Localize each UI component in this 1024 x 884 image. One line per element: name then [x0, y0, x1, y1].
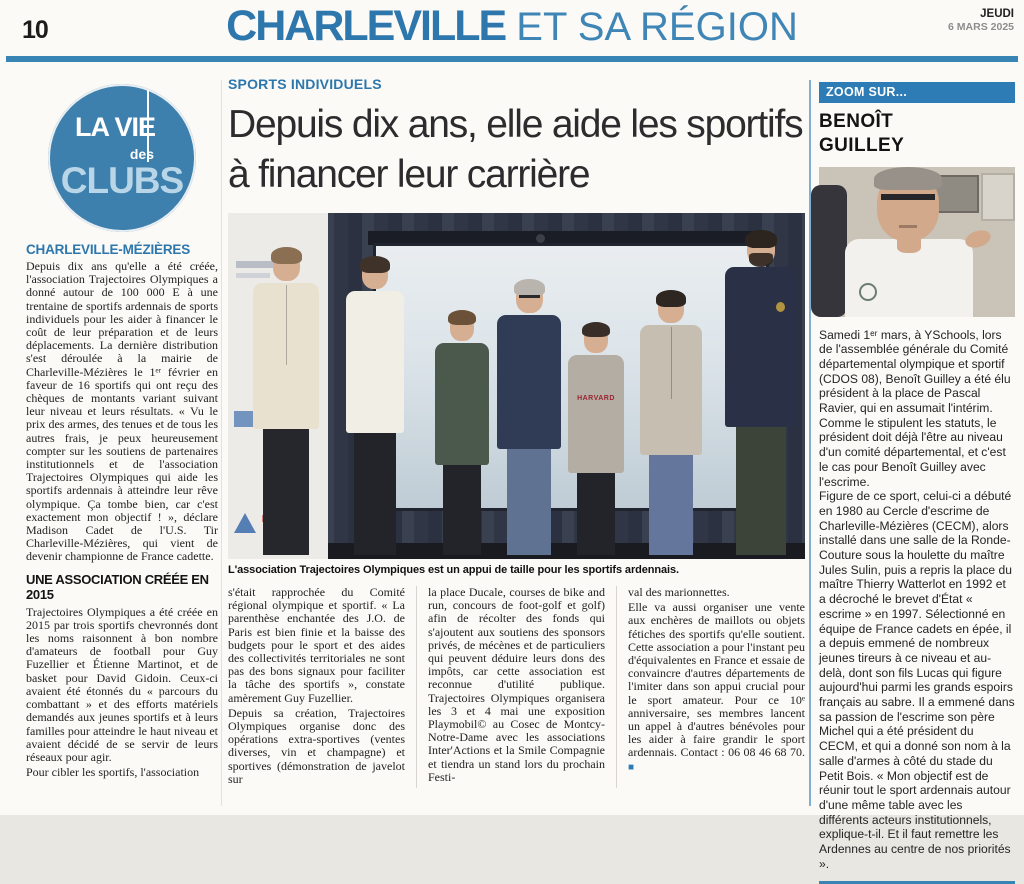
person-3 — [430, 313, 494, 555]
badge-line1: LA VIE — [74, 112, 155, 142]
zoom-paragraph-1: Samedi 1ᵉʳ mars, à YSchools, lors de l'assemblée générale du Comité départemental olympique et sportif (CDOS 08), Benoît Guilley a été élu président à la place de Pascal Ravier, qui en assumait l'intérim. Comme le stipulent les statuts, le président doit déjà l'être au niveau d'un comité départemental, et c'est le cas pour Benoît Guilley avec l'escrime. — [819, 327, 1011, 489]
la-vie-des-clubs-badge — [48, 84, 196, 232]
person-5 — [562, 325, 630, 555]
person-1 — [246, 250, 326, 555]
portrait-photo — [819, 167, 1015, 317]
col1-paragraph-2: Depuis sa création, Trajectoires Olympiques organise donc des opérations extra-sportives (ventes diverses, vin et champagne) et sportives (démonstration de javelot sur — [228, 705, 405, 786]
left-column-divider — [221, 80, 222, 806]
left-subhead: UNE ASSOCIATION CRÉÉE EN 2015 — [26, 571, 209, 602]
wall-frame — [981, 173, 1015, 221]
shirt-club-logo — [859, 283, 877, 301]
left-paragraph-3: Pour cibler les sportifs, l'association — [26, 765, 200, 780]
photo-caption: L'association Trajectoires Olympiques est un appui de taille pour les sportifs ardennais. — [228, 564, 679, 577]
badge-line2: des — [129, 146, 154, 162]
webcam-icon — [536, 234, 545, 243]
weekday-label: JEUDI — [980, 8, 1014, 20]
portrait-shirt — [845, 239, 973, 317]
group-photo — [228, 213, 805, 559]
left-paragraph-1: Depuis dix ans qu'elle a été créée, l'association Trajectoires Olympiques a donné autour de 100 000 E à une trentaine de sportifs ardennais de sports individuels pour les aider à financer le coût de leur préparation et de leurs déplacements. La dernière distribution s'est déroulée à la mairie de Charleville-Mézières le 1ᵉʳ février en faveur de 16 sportifs qui ont reçu des chèques de montants variant suivant leur niveau et leurs résultats. « Vu le prix des armes, des tenues et de tous les autres frais, je peux heureusement compter sur les soutiens de partenaires institutionnels et de l'association Trajectoires Olympiques qui aide les sportifs ardennais à atteindre leur rêve olympique. Ça tombe bien, car c'est exactement mon objectif ! », déclare Madison Cadet de l'U.S. Tir Charleville-Mézières, qui vient de devenir championne de France cadette. — [26, 259, 218, 564]
main-article — [228, 76, 805, 788]
article-body-columns — [228, 586, 805, 788]
masthead-rule — [6, 56, 1018, 62]
harvard-shirt-text: HARVARD — [577, 395, 615, 403]
col3-paragraph-2: Elle va aussi organiser une vente aux enchères de maillots ou objets fétiches des sportifs qu'elle soutient. Cette association a pour l'instant peu d'équivalentes en France et essaie de convaincre d'autres départements de l'imiter dans son appui crucial pour le sport amateur. Pour ce 10ᵉ anniversaire, ses membres lancent un appel à d'autres bénévoles pour les aider à faire grandir le sport ardennais. Contact : 06 08 46 68 70. ■ — [628, 600, 805, 773]
left-paragraph-2: Trajectoires Olympiques a été créée en 2015 par trois sportifs chevronnés dont les noms raisonnent à bon nombre d'amateurs de football pour Guy Fuzellier et Étienne Martinot, et de basket pour David Gidoin. Ceux-ci avaient été étonnés du « parcours du combattant » et des efforts matériels demandés aux jeunes sportifs et à leurs familles pour atteindre le haut niveau et avaient décidé de se servir de leurs réseaux pour agir. — [26, 604, 218, 764]
right-column-divider — [809, 80, 811, 806]
body-column-2 — [416, 586, 605, 788]
badge-line3: CLUBS — [60, 160, 184, 201]
end-of-article-mark: ■ — [628, 761, 635, 773]
col2-paragraph-1: la place Ducale, courses de bike and run, concours de foot-golf et golf) afin de récolter des fonds qui s'ajoutent aux soutiens des sponsors privés, de mécènes et de particuliers qui peuvent déduire leurs dons des impôts, car cette association est reconnue d'utilité publique. Trajectoires Olympiques organisera les 3 et 4 mai une exposition Playmobil© au Cosec de Montcy-Notre-Dame avec les associations Inter'Actions et la Smile Compagnie et tiendra un stand lors du prochain Festi- — [428, 585, 605, 784]
masthead-title-strong: CHARLEVILLE — [226, 2, 506, 50]
bystander-shoulder — [811, 185, 847, 317]
col3-paragraph-1: val des marionnettes. — [628, 585, 730, 600]
section-masthead — [0, 2, 1024, 51]
page-number: 10 — [22, 16, 48, 44]
person-7 — [718, 233, 804, 555]
zoom-body — [819, 328, 1015, 872]
bottom-rule — [819, 881, 1015, 884]
date-label: 6 MARS 2025 — [948, 21, 1014, 34]
body-column-3 — [616, 586, 805, 788]
masthead-title-light: ET SA RÉGION — [505, 5, 798, 49]
glasses-icon — [881, 194, 935, 210]
profile-name-line2: GUILLEY — [819, 134, 905, 156]
date-block — [948, 8, 1014, 33]
zoom-sur-column — [819, 82, 1015, 884]
portrait-head — [877, 171, 939, 241]
person-2 — [338, 259, 412, 555]
zoom-paragraph-2: Figure de ce sport, celui-ci a débuté en 1980 au Cercle d'escrime de Charleville-Mézières (CECM), alors installé dans une salle de la Ronde-Couture sous la houlette du maître Jules Sulin, puis a repris la place du maître Thierry Watterlot en 1992 et a décroché le brevet d'État « escrime » en 1997. Sélectionné en équipe de France cadets en épée, il a depuis emmené de nombreux jeunes tireurs à ce niveau et au-delà, dont son fils Lucas qui figure aujourd'hui parmi les grands espoirs français au sabre. Il a emmené dans sa passion de l'escrime son père Michel qui a été président du CECM, et qui a donné son nom à la salle d'armes à côté du stade du Petit Bois. « Mon objectif est de réunir tout le sport ardennais autour d'une même table avec les différents acteurs institutionnels, explique-t-il. Et il faut remettre les Ardennes au centre de nos priorités ». — [819, 489, 1015, 871]
article-kicker: SPORTS INDIVIDUELS — [228, 76, 382, 92]
left-column — [26, 76, 218, 781]
body-column-1 — [228, 586, 405, 788]
location-header: CHARLEVILLE-MÉZIÈRES — [26, 242, 191, 257]
profile-name — [819, 110, 1015, 158]
zoom-sur-banner: ZOOM SUR... — [819, 82, 1015, 103]
profile-name-line1: BENOÎT — [819, 111, 894, 132]
jacket-crest — [776, 302, 785, 312]
article-headline: Depuis dix ans, elle aide les sportifs à financer leur carrière — [228, 103, 803, 196]
person-4 — [490, 282, 568, 555]
person-6 — [633, 293, 709, 555]
col1-paragraph-1: s'était rapprochée du Comité régional olympique et sportif. « La parenthèse enchantée des J.O. de Paris est bien finie et la baisse des budgets pour le sport et des aides des collectivités territoriales ne sont pas des bons signaux pour faciliter la tâche des sportifs », constate amèrement Guy Fuzellier. — [228, 585, 405, 705]
